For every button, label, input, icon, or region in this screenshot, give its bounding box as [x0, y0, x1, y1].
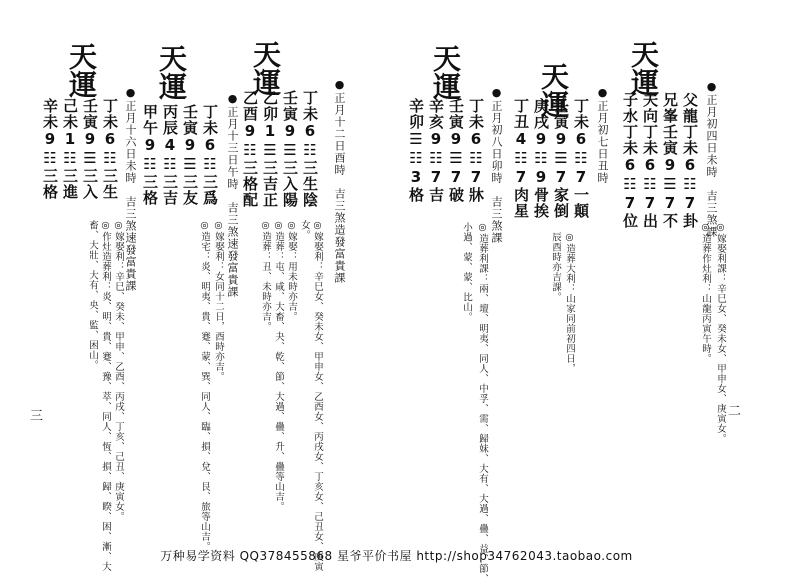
right-heading-1: ●正月初四日未時 吉三煞課 — [705, 80, 718, 238]
left-row-2-4: 甲午9☷三格 — [141, 104, 159, 206]
right-row-1-3: 夫向丁未6☷7出 — [641, 92, 659, 229]
right-row-2-1: 丁未6☷7一顛 — [572, 98, 590, 219]
right-page-number: 二 — [728, 404, 742, 419]
left-title-1: 天運 — [249, 40, 282, 96]
right-title-3: 天運 — [429, 44, 462, 100]
right-note-2-1: ◎造葬大利：山家同前初四日， — [564, 232, 575, 374]
right-title-2: 天運 — [537, 62, 570, 118]
left-row-2-3: 丙辰4☷三吉 — [161, 104, 179, 206]
left-row-3-1: 丁未6☷三生 — [101, 98, 119, 200]
right-note-3-2: 小過、蒙、蒙、比山。 — [461, 222, 472, 322]
left-heading-3: ●正月十六日未時 吉三煞速發富貴課 — [124, 86, 137, 292]
right-row-3-4: 辛卯☰☷3格 — [407, 98, 425, 203]
left-note-3-2: ◎作灶造葬利：炎、明、貴、蹇、豫、萃、同人、恆、損、歸、睽、困、漸、大 — [100, 220, 111, 572]
right-note-3-1: ◎造葬利課：兩、壇、明夷、同人、中孚、需、歸妹、大有、大過、蠱、益、節、 — [477, 222, 488, 584]
right-row-1-1: 父龍丁未6☷7卦 — [681, 92, 699, 229]
left-title-2: 天運 — [155, 44, 188, 100]
left-heading-1: ●正月十二日酉時 吉三煞造發富貴課 — [333, 78, 346, 284]
left-row-1-1: 丁未6☷三生陰 — [301, 90, 319, 208]
right-row-2-3: 庚戌9☷9骨挨 — [532, 98, 550, 219]
left-row-3-2: 壬寅9☰三入 — [81, 98, 99, 200]
right-row-1-2: 兄峯壬寅9☰7不 — [661, 92, 679, 229]
right-note-2-2: 辰酉時亦吉課。 — [550, 232, 561, 302]
right-row-2-2: 壬寅9☰7家倒 — [552, 98, 570, 219]
left-title-3: 天運 — [65, 42, 98, 98]
left-row-1-2: 壬寅9☰三入陽 — [281, 90, 299, 208]
left-heading-2: ●正月十三日午時 吉三煞速發富貴課 — [226, 92, 239, 298]
right-title: 天運 — [627, 40, 660, 96]
right-note-1-2: ◎造葬作灶利：山龍丙寅午時。 — [700, 222, 711, 364]
left-note-2-2: ◎造宅：炎、明夷、貴、蹇、蒙、巽、同人、臨、損、兌、艮、旅等山吉。 — [199, 220, 210, 552]
left-note-1-5: ◎造葬：丑、未時亦吉。 — [260, 220, 271, 332]
right-note-1-1: ◎嫁娶利課：辛巳女、癸未女、甲申女、庚寅女。 — [715, 222, 726, 444]
right-row-3-2: 壬寅9☰7破 — [447, 98, 465, 203]
right-row-2-4: 丁丑4☷7肉星 — [512, 98, 530, 219]
right-heading-3: ●正月初八日卯時 吉三煞課 — [490, 86, 503, 244]
right-row-3-1: 丁未6☷7牀 — [467, 98, 485, 203]
right-row-3-3: 辛亥9☷7吉 — [427, 98, 445, 203]
left-note-3-3: 畜、大壯、大有、央、監、困山。 — [87, 220, 98, 370]
left-note-1-1: ◎嫁娶利：辛巳女、癸未女、甲申女、乙酉女、丙戌女、丁亥女、己丑女、庚寅 — [312, 220, 323, 572]
left-row-3-4: 辛未9☷三格 — [41, 98, 59, 200]
left-note-2-1: ◎嫁娶利：女同十二日，酉時亦吉。 — [213, 220, 224, 382]
right-heading-2: ●正月初七日丑時 — [596, 86, 609, 184]
footer-watermark: 万种易学资料 QQ378455868 星爷平价书屋 http://shop34762043.taobao.com — [160, 549, 633, 563]
left-row-1-3: 乙卯1☰三吉正 — [261, 90, 279, 208]
right-row-1-4: 子水丁未6☷7位 — [621, 92, 639, 229]
left-note-1-2: 女。 — [299, 220, 310, 240]
left-row-3-3: 己未1☷三進 — [61, 98, 79, 200]
left-note-1-4: ◎造葬：屯、咸、大畜、夬、乾、節、大過、蠱、升、蠱等山吉。 — [273, 220, 284, 512]
left-note-3-1: ◎嫁娶利：辛巳、癸未、甲申、乙酉、丙戌、丁亥、己丑、庚寅女。 — [113, 220, 124, 522]
left-row-2-2: 壬寅9☰三友 — [181, 104, 199, 206]
left-page-number: 三 — [30, 409, 44, 424]
left-note-1-3: ◎嫁娶：用未時亦吉。 — [286, 220, 297, 322]
left-row-2-1: 丁未6☷三爲 — [201, 104, 219, 206]
left-row-1-4: 乙酉9☷三格配 — [241, 90, 259, 208]
